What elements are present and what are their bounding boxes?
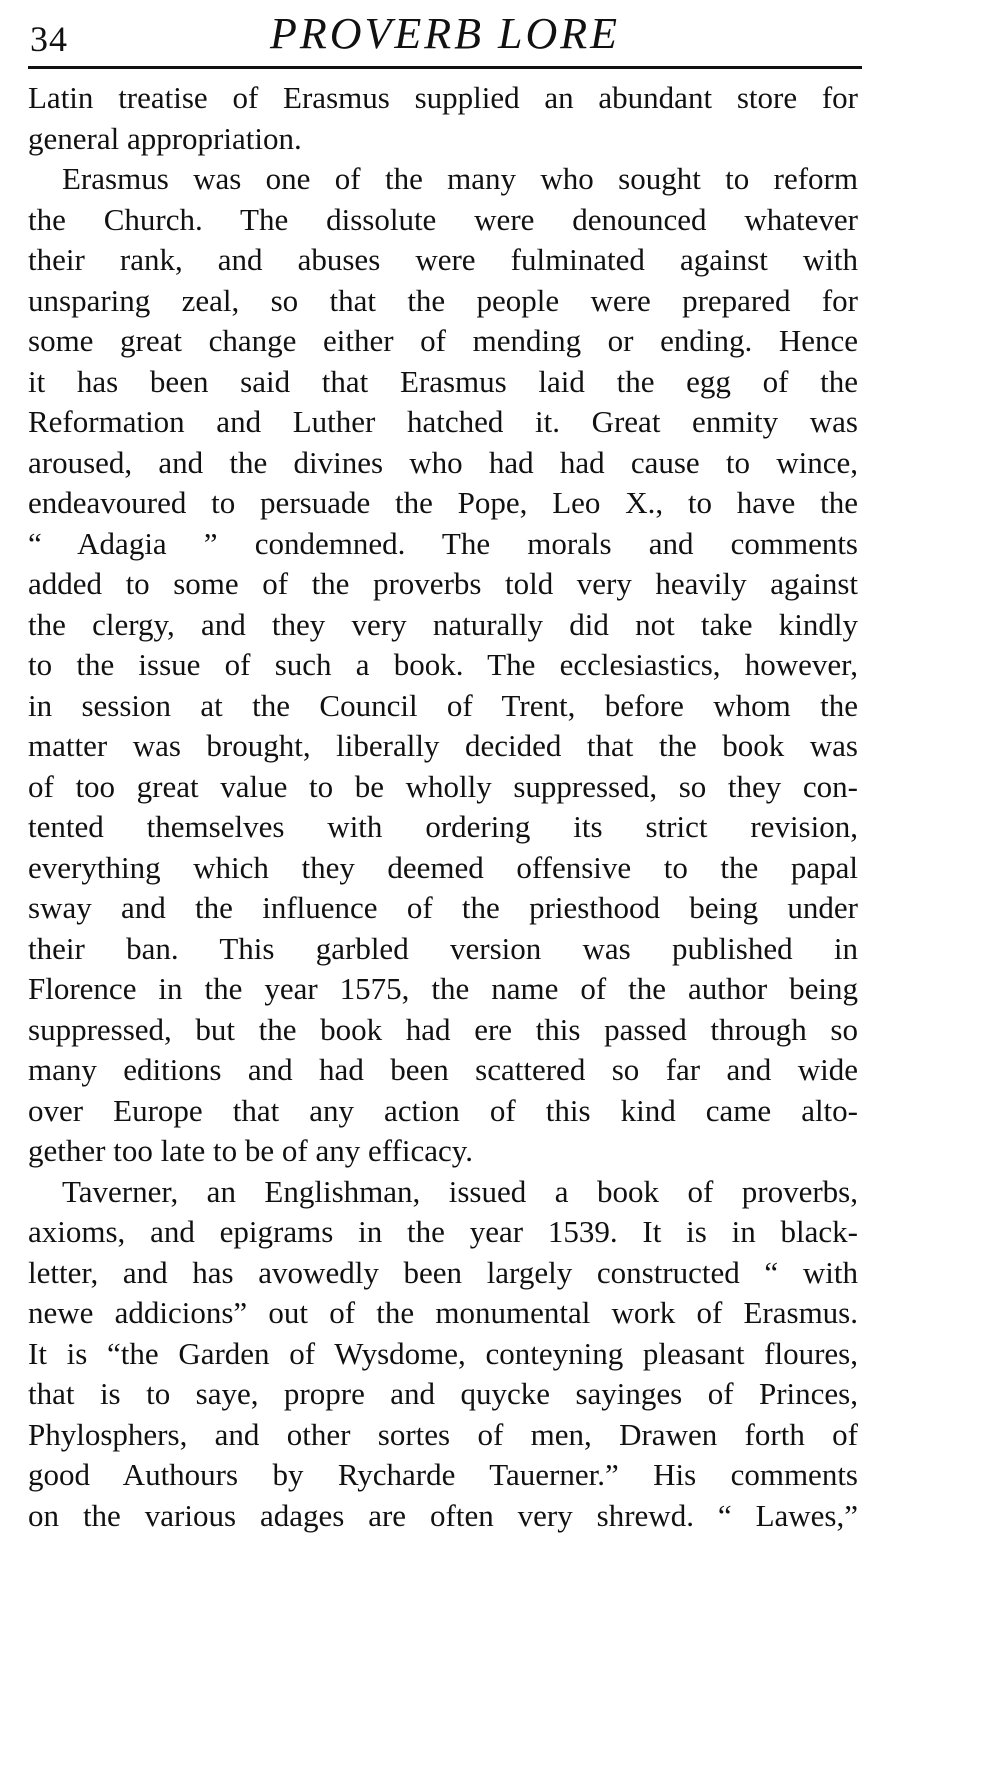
- text-line: that is to saye, propre and quycke sayinges of Princes,: [28, 1376, 858, 1411]
- text-line: good Authours by Rycharde Tauerner.” His comments: [28, 1457, 858, 1492]
- text-line: matter was brought, liberally decided that the book was: [28, 728, 858, 763]
- text-line: general appropriation.: [28, 120, 302, 156]
- text-line: Latin treatise of Erasmus supplied an abundant store for: [28, 80, 858, 115]
- text-line: “ Adagia ” condemned. The morals and comments: [28, 525, 858, 561]
- text-line: many editions and had been scattered so far and wide: [28, 1052, 858, 1087]
- body-text: [28, 78, 858, 1536]
- text-line: newe addicions” out of the monumental work of Erasmus.: [28, 1295, 858, 1330]
- text-line: to the issue of such a book. The ecclesiastics, however,: [28, 647, 858, 682]
- text-line: Phylosphers, and other sortes of men, Drawen forth of: [28, 1416, 858, 1452]
- text-line: their ban. This garbled version was published in: [28, 930, 858, 966]
- text-line: It is “the Garden of Wysdome, conteyning pleasant floures,: [28, 1335, 858, 1371]
- text-line: the clergy, and they very naturally did not take kindly: [28, 606, 858, 642]
- header-rule: [28, 66, 862, 69]
- page-number: 34: [30, 19, 68, 59]
- text-line: their rank, and abuses were fulminated against with: [28, 242, 858, 277]
- text-line: the Church. The dissolute were denounced whatever: [28, 201, 858, 237]
- text-line: in session at the Council of Trent, before whom the: [28, 687, 858, 723]
- text-line: Erasmus was one of the many who sought to reform: [62, 161, 858, 196]
- text-line: over Europe that any action of this kind came alto-: [28, 1092, 858, 1128]
- text-line: added to some of the proverbs told very heavily against: [28, 566, 858, 601]
- page-header: [30, 8, 860, 68]
- text-line: Taverner, an Englishman, issued a book of proverbs,: [62, 1173, 858, 1209]
- running-title: PROVERB LORE: [269, 9, 621, 58]
- text-line: gether too late to be of any efficacy.: [28, 1133, 473, 1168]
- text-line: endeavoured to persuade the Pope, Leo X., to have the: [28, 485, 858, 520]
- text-line: letter, and has avowedly been largely constructed “ with: [28, 1254, 858, 1290]
- text-line: everything which they deemed offensive to the papal: [28, 849, 858, 885]
- text-line: Reformation and Luther hatched it. Great enmity was: [28, 404, 858, 439]
- text-line: of too great value to be wholly suppressed, so they con-: [28, 768, 858, 804]
- text-line: aroused, and the divines who had had cause to wince,: [28, 444, 858, 480]
- text-line: on the various adages are often very shrewd. “ Lawes,”: [28, 1497, 858, 1533]
- text-line: axioms, and epigrams in the year 1539. It is in black-: [28, 1214, 858, 1249]
- text-line: tented themselves with ordering its strict revision,: [28, 809, 858, 844]
- text-line: some great change either of mending or ending. Hence: [28, 323, 858, 358]
- text-line: suppressed, but the book had ere this passed through so: [28, 1011, 858, 1047]
- text-line: sway and the influence of the priesthood being under: [28, 890, 858, 925]
- text-line: it has been said that Erasmus laid the egg of the: [28, 363, 858, 399]
- text-line: unsparing zeal, so that the people were prepared for: [28, 282, 858, 318]
- text-line: Florence in the year 1575, the name of the author being: [28, 971, 858, 1006]
